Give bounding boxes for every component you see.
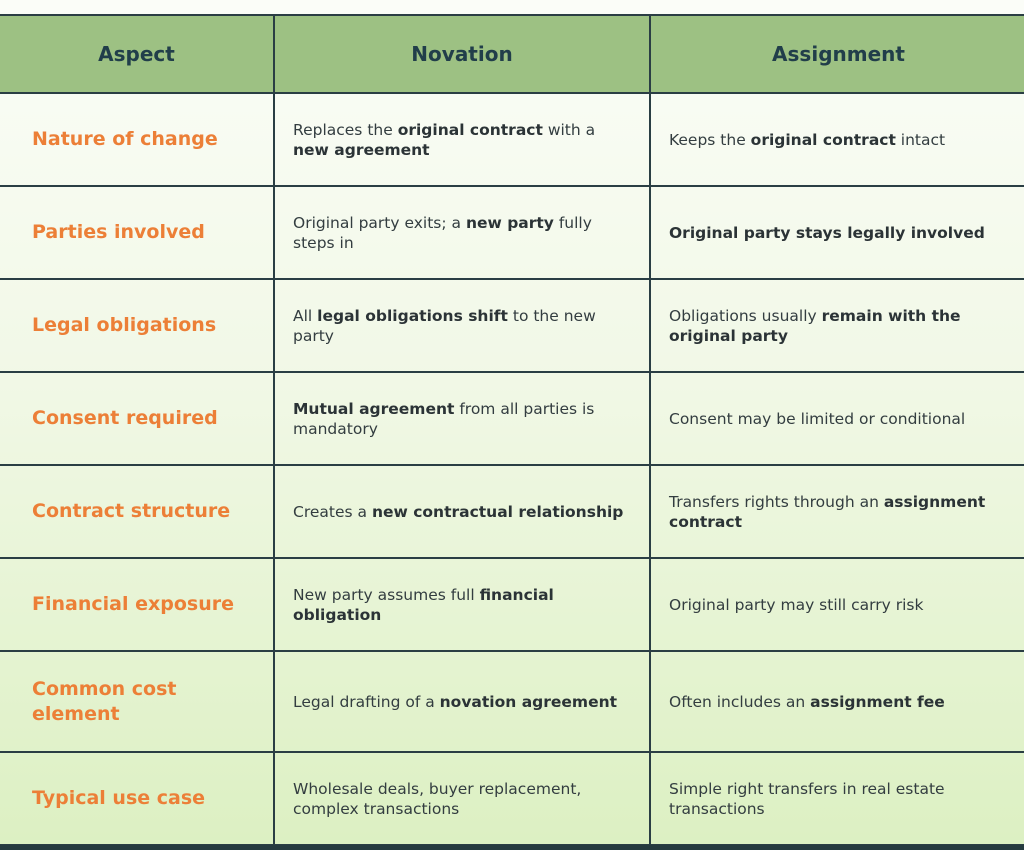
table-row (0, 279, 1024, 372)
column-header-assignment: Assignment (650, 15, 1024, 93)
emphasis-text: new agreement (293, 140, 430, 159)
novation-cell: Original party exits; a new party fully steps in (274, 186, 650, 279)
aspect-cell: Typical use case (0, 752, 274, 845)
aspect-cell: Consent required (0, 372, 274, 465)
emphasis-text: new contractual relationship (371, 502, 624, 521)
emphasis-text: novation agreement (439, 692, 618, 711)
aspect-cell: Nature of change (0, 93, 274, 186)
novation-cell: New party assumes full financial obligation (274, 558, 650, 651)
assignment-cell: Obligations usually remain with the original party (650, 279, 1024, 372)
emphasis-text: original contract (750, 130, 896, 149)
novation-cell: All legal obligations shift to the new party (274, 279, 650, 372)
comparison-table-container (0, 14, 1024, 846)
header-row (0, 15, 1024, 93)
table-row (0, 93, 1024, 186)
table-row (0, 752, 1024, 845)
assignment-cell: Keeps the original contract intact (650, 93, 1024, 186)
bottom-border-bar (0, 845, 1024, 850)
novation-cell: Legal drafting of a novation agreement (274, 651, 650, 752)
table-row (0, 186, 1024, 279)
table-row (0, 372, 1024, 465)
novation-cell: Wholesale deals, buyer replacement, complex transactions (274, 752, 650, 845)
table-header (0, 15, 1024, 93)
assignment-cell: Simple right transfers in real estate transactions (650, 752, 1024, 845)
emphasis-text: Original party stays legally involved (669, 223, 985, 242)
emphasis-text: financial obligation (293, 585, 554, 624)
emphasis-text: remain with the original party (669, 306, 961, 345)
novation-cell: Creates a new contractual relationship (274, 465, 650, 558)
emphasis-text: Mutual agreement (293, 399, 455, 418)
table-body (0, 93, 1024, 845)
assignment-cell: Transfers rights through an assignment contract (650, 465, 1024, 558)
aspect-cell: Parties involved (0, 186, 274, 279)
table-row (0, 465, 1024, 558)
aspect-cell: Legal obligations (0, 279, 274, 372)
column-header-novation: Novation (274, 15, 650, 93)
assignment-cell: Consent may be limited or conditional (650, 372, 1024, 465)
emphasis-text: new party (465, 213, 554, 232)
assignment-cell (650, 186, 1024, 279)
aspect-cell: Common cost element (0, 651, 274, 752)
emphasis-text: original contract (397, 120, 543, 139)
assignment-cell: Original party may still carry risk (650, 558, 1024, 651)
table-row (0, 651, 1024, 752)
aspect-cell: Financial exposure (0, 558, 274, 651)
assignment-cell: Often includes an assignment fee (650, 651, 1024, 752)
column-header-aspect: Aspect (0, 15, 274, 93)
table-row (0, 558, 1024, 651)
emphasis-text: assignment fee (810, 692, 945, 711)
emphasis-text: legal obligations shift (317, 306, 508, 325)
comparison-table (0, 14, 1024, 846)
novation-cell: Mutual agreement from all parties is mandatory (274, 372, 650, 465)
novation-cell: Replaces the original contract with a new agreement (274, 93, 650, 186)
emphasis-text: assignment contract (669, 492, 986, 531)
aspect-cell: Contract structure (0, 465, 274, 558)
